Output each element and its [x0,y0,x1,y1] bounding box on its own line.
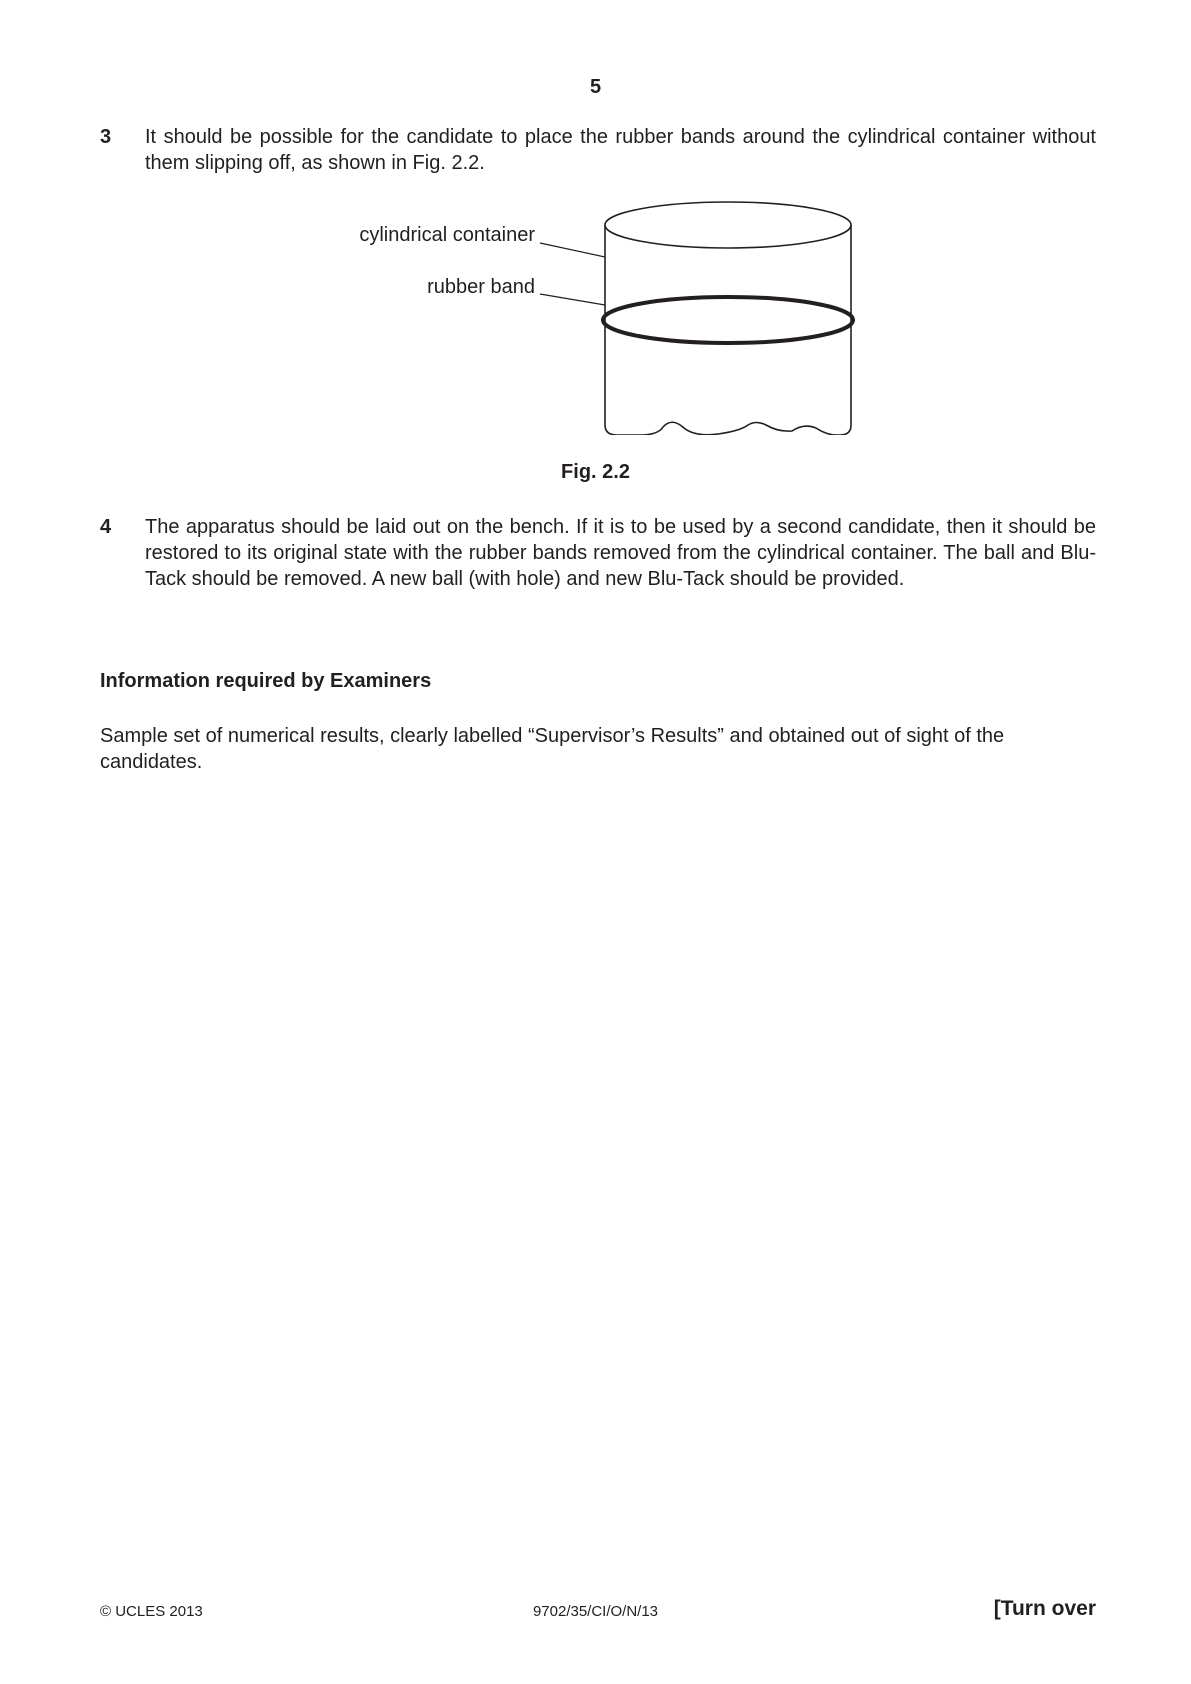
label-rubber-band: rubber band [427,276,535,298]
question-4-number: 4 [100,516,112,538]
figure-cylinder-rubber-band [320,195,880,435]
question-4-text: The apparatus should be laid out on the bench. If it is to be used by a second candidate, then it should be restored to its original state with the rubber bands removed from the cylindrical container. The ball and Blu-Tack should be removed. A new ball (with hole) and new Blu-Tack should be provided. [145,516,1096,590]
footer-paper-code: 9702/35/CI/O/N/13 [532,1603,659,1620]
question-3-number: 3 [100,126,112,148]
rubber-band-ring [603,297,853,343]
question-3-text: It should be possible for the candidate to place the rubber bands around the cylindrical container without them slipping off, as shown in Fig. 2.2. [145,126,1096,174]
container-broken-bottom [605,422,851,435]
band-leader-line [540,294,605,305]
page-number: 5 [589,76,602,98]
examiners-text: Sample set of numerical results, clearly labelled “Supervisor’s Results” and obtained out of sight of the candidates. [100,725,1005,773]
figure-caption: Fig. 2.2 [561,461,630,483]
examiners-heading: Information required by Examiners [100,670,432,692]
footer-turn-over: [Turn over [993,1597,1096,1620]
container-top-rim [605,202,851,248]
label-cylindrical-container: cylindrical container [359,224,535,246]
footer-copyright: © UCLES 2013 [100,1603,203,1620]
container-leader-line [540,243,605,257]
